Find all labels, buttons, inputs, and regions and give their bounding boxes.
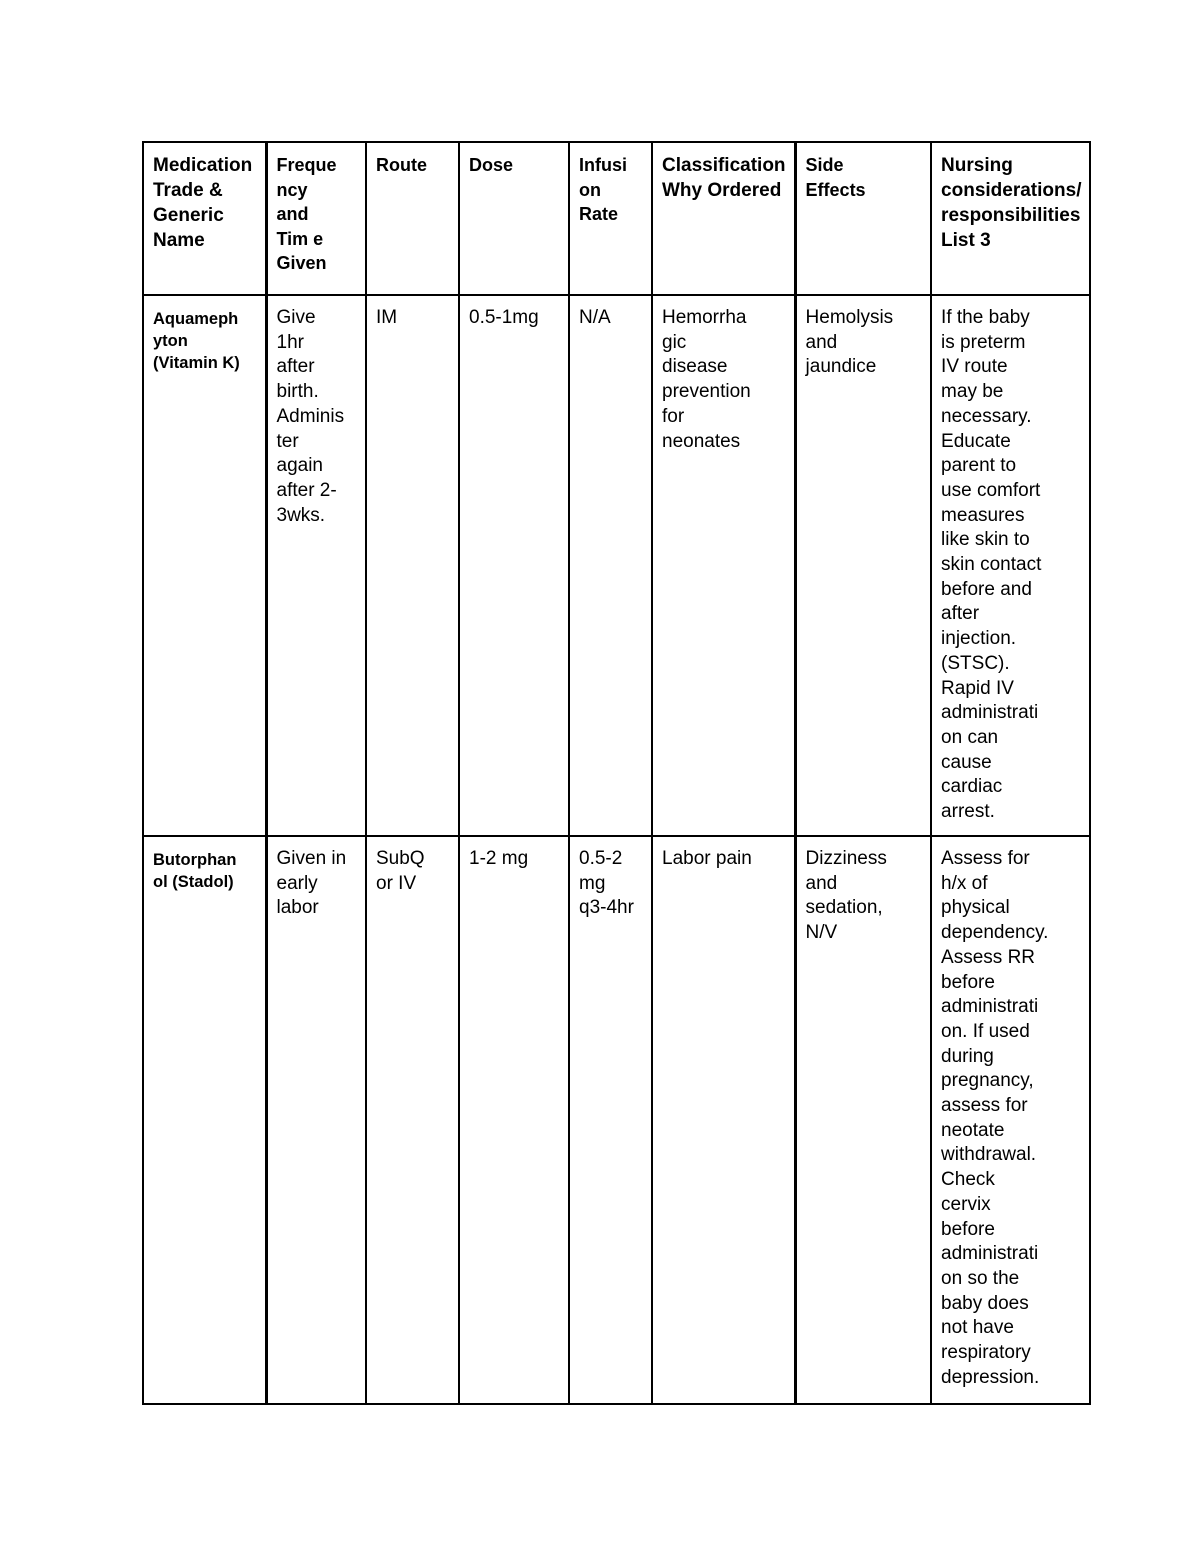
cell-text: baby does [941,1292,1029,1314]
cell-text: Aquameph [153,310,239,328]
cell-text: and [805,872,838,894]
header-text: Why Ordered [662,180,782,201]
cell-text: Assess RR [941,946,1036,968]
cell-text: neotate [941,1119,1005,1141]
cell-text: before and [941,578,1032,600]
cell-text: withdrawal. [941,1144,1037,1166]
cell-text: cause [941,751,992,773]
header-text: Side [805,155,844,175]
cell-text: measures [941,504,1025,526]
cell-text: cardiac [941,776,1003,798]
header-text: Freque [276,155,337,175]
header-text: Name [153,230,205,251]
cell-text: 0.5-2 [579,848,623,869]
cell-text: administrati [941,1243,1039,1265]
cell-text: 0.5-1mg [469,307,539,328]
cell-text: for [662,405,685,427]
header-nursing-considerations [931,142,1090,295]
header-frequency [266,142,366,295]
cell-text: on. If used [941,1020,1030,1042]
cell-text: is preterm [941,331,1026,353]
header-dose [459,142,569,295]
cell-medication-name [143,295,266,836]
table-row [143,295,1090,836]
header-text: Route [376,155,427,175]
cell-text: (STSC). [941,652,1010,674]
cell-frequency [266,836,366,1404]
cell-frequency [266,295,366,836]
header-text: on [579,179,601,200]
cell-text: Butorphan [153,851,237,869]
cell-text: birth. [276,381,319,403]
cell-dose [459,836,569,1404]
cell-text: 1hr [276,331,304,353]
cell-side-effects [795,836,931,1404]
cell-text: q3-4hr [579,897,634,919]
header-text: and [276,204,309,224]
header-classification [652,142,795,295]
cell-text: injection. [941,628,1017,650]
header-infusion-rate [569,142,652,295]
header-text: Nursing considerations/ [941,155,1082,201]
cell-text: 3wks. [276,504,326,526]
cell-text: labor [276,897,319,919]
header-text: Rate [579,204,619,224]
cell-text: pregnancy, [941,1070,1034,1092]
header-text: Medication [153,155,253,176]
header-text: List 3 [941,230,991,251]
cell-text: SubQ [376,848,425,869]
cell-text: on can [941,726,999,748]
cell-text: and [805,331,838,353]
cell-text: mg [579,872,606,894]
cell-text: Hemorrha [662,307,747,328]
cell-text: Dizziness [805,848,887,869]
cell-text: prevention [662,381,751,403]
cell-text: N/A [579,307,611,328]
cell-text: neonates [662,430,741,452]
cell-route [366,295,459,836]
table-row [143,836,1090,1404]
cell-text: Labor pain [662,848,752,869]
cell-text: administrati [941,996,1039,1018]
header-text: Dose [469,155,514,175]
cell-text: assess for [941,1095,1028,1117]
cell-text: not have [941,1317,1014,1339]
cell-text: jaundice [805,356,877,378]
header-text: Given [276,253,327,273]
cell-text: arrest. [941,801,995,823]
cell-text: again [276,455,323,477]
cell-text: ol (Stadol) [153,873,234,891]
cell-text: N/V [805,922,838,944]
header-medication [143,142,266,295]
cell-text: IM [376,307,398,328]
header-text: Tim e [276,228,324,249]
cell-text: may be [941,381,1004,403]
cell-text: Rapid IV [941,677,1014,699]
cell-text: during [941,1045,994,1067]
cell-text: Check [941,1169,995,1191]
header-side-effects [795,142,931,295]
cell-text: ter [276,430,299,452]
cell-text: depression. [941,1366,1040,1388]
cell-text: on so the [941,1267,1020,1289]
cell-text: 1-2 mg [469,848,529,869]
cell-text: gic [662,331,687,353]
cell-text: or IV [376,872,417,894]
header-text: ncy [276,179,308,200]
cell-text: If the baby [941,307,1030,328]
cell-text: Hemolysis [805,307,894,328]
cell-infusion-rate [569,836,652,1404]
header-text: Generic [153,205,224,226]
cell-text: before [941,1218,995,1240]
medication-table [142,141,1091,1405]
header-text: Effects [805,179,866,200]
cell-text: respiratory [941,1342,1031,1364]
cell-classification [652,836,795,1404]
cell-text: before [941,971,995,993]
cell-text: administrati [941,702,1039,724]
cell-text: Give [276,307,316,328]
cell-text: Given in [276,848,347,869]
cell-nursing-considerations [931,836,1090,1404]
cell-text: dependency. [941,922,1049,944]
header-text: Classification [662,155,786,176]
cell-text: like skin to [941,529,1030,551]
header-text: Trade & [153,180,223,201]
cell-text: skin contact [941,554,1042,576]
cell-classification [652,295,795,836]
cell-text: after [276,356,315,378]
cell-text: use comfort [941,479,1041,501]
cell-text: Educate [941,430,1011,452]
header-text: Infusi [579,155,627,175]
cell-text: after [941,603,980,625]
cell-nursing-considerations [931,295,1090,836]
cell-text: after 2- [276,479,337,501]
cell-side-effects [795,295,931,836]
cell-text: physical [941,897,1010,919]
cell-text: Adminis [276,405,345,427]
cell-text: cervix [941,1193,991,1215]
header-text: responsibilities [941,205,1081,226]
cell-medication-name [143,836,266,1404]
cell-text: necessary. [941,405,1032,427]
cell-text: sedation, [805,897,883,919]
header-row [143,142,1090,295]
cell-text: h/x of [941,872,988,894]
cell-text: early [276,872,318,894]
cell-dose [459,295,569,836]
cell-text: Assess for [941,848,1030,869]
cell-infusion-rate [569,295,652,836]
cell-text: parent to [941,455,1017,477]
cell-text: IV route [941,356,1008,378]
cell-route [366,836,459,1404]
header-route [366,142,459,295]
cell-text: disease [662,356,728,378]
cell-text: (Vitamin K) [153,354,240,372]
cell-text: yton [153,332,188,350]
